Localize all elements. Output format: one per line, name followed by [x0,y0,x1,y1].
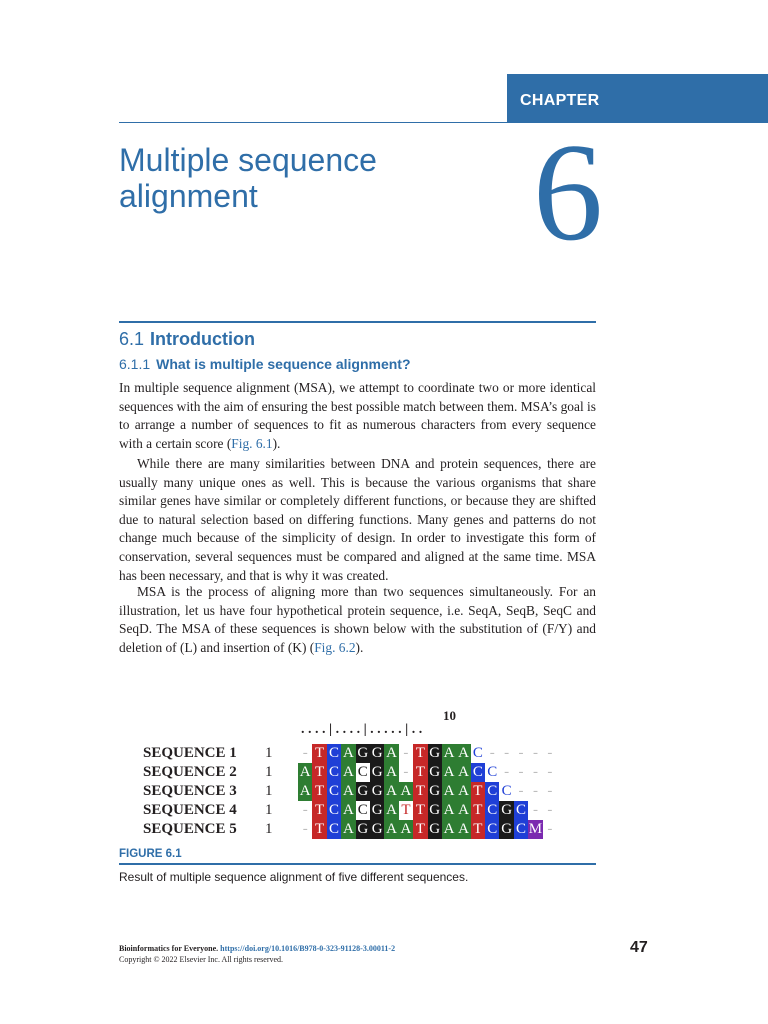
residue-cell: A [386,802,397,818]
residue-cell: C [356,763,370,782]
residue-cell: C [485,782,499,801]
residue-cell: T [471,801,485,820]
chapter-title: Multiple sequence alignment [119,142,377,214]
chapter-number: 6 [533,115,603,270]
section-rule [119,321,596,323]
sequence-name: SEQUENCE 4 [143,802,237,818]
residue-cell: - [504,764,510,780]
sequence-start-position: 1 [265,821,273,837]
residue-cells [298,763,557,782]
residue-cell: - [547,764,553,780]
section-heading [119,329,255,350]
residue-cell: T [413,763,427,782]
header-rule [119,122,768,123]
sequence-name: SEQUENCE 2 [143,764,237,780]
paragraph-2 [119,455,596,585]
sequence-start-position: 1 [265,764,273,780]
residue-cell: G [371,745,383,761]
residue-cell: C [471,744,485,763]
residue-cell: C [356,801,370,820]
residue-cell: A [299,783,311,799]
residue-cell: - [547,821,553,837]
residue-cell: - [532,764,538,780]
residue-cell: C [514,820,528,839]
residue-cell: C [471,763,485,782]
residue-cell: - [518,783,524,799]
ruler-marks: . . . . | . . . . | . . . . . | . . [301,722,423,737]
residue-cell: T [413,744,427,763]
residue-cell: A [443,783,455,799]
residue-cell: A [458,802,469,818]
residue-cells [298,782,557,801]
residue-cell: G [429,783,441,799]
residue-cell: A [400,821,412,837]
paragraph-1-text: In multiple sequence alignment (MSA), we attempt to coordinate two or more identical sequences with the aim of ensuring the best possible match between them. MSA’s goal is to arrange a number of sequences to fit as numerous characters from every sequence with a certain score ( [119,380,596,451]
residue-cell: - [403,745,409,761]
section-number: 6.1 [119,329,145,349]
residue-cell: A [299,764,311,780]
subsection-heading [119,356,411,372]
residue-cell: C [485,801,499,820]
residue-cell: - [518,745,524,761]
sequence-name: SEQUENCE 5 [143,821,237,837]
residue-cell: C [499,782,513,801]
residue-cell: A [458,745,469,761]
paragraph-3-text: MSA is the process of aligning more than two sequences simultaneously. For an illustration, let us have four hypothetical protein sequence, i.e. SeqA, SeqB, SeqC and SeqD. The MSA of these sequences is shown below with the substitution of (F/Y) and deletion of (L) and insertion of (K) ( [119,584,596,655]
residue-cell: A [458,764,469,780]
subsection-number: 6.1.1 [119,356,151,372]
residue-cell: G [429,802,441,818]
sequence-start-position: 1 [265,745,273,761]
residue-cell: C [327,820,341,839]
residue-cell: - [504,745,510,761]
residue-cell: G [371,783,383,799]
sequence-name: SEQUENCE 3 [143,783,237,799]
footer-citation [119,943,395,965]
sequence-row [143,782,583,801]
sequence-start-position: 1 [265,802,273,818]
chapter-label: CHAPTER [520,92,600,109]
residue-cell: C [514,801,528,820]
book-title: Bioinformatics for Everyone. [119,944,219,953]
residue-cell: A [443,764,455,780]
residue-cell: T [312,801,326,820]
residue-cell: - [532,783,538,799]
residue-cell: T [413,820,427,839]
residue-cell: T [413,801,427,820]
ruler-position-number: 10 [443,708,456,723]
residue-cell: A [386,783,397,799]
residue-cell: T [399,801,413,820]
residue-cell: - [302,802,308,818]
residue-cell: C [327,744,341,763]
residue-cell: A [342,802,354,818]
residue-cell: A [443,745,455,761]
paragraph-3-end: ). [355,639,364,655]
residue-cell: G [501,821,513,837]
paragraph-1-end: ). [272,435,281,451]
residue-cell: G [429,745,441,761]
residue-cell: G [429,821,441,837]
residue-cell: A [342,821,354,837]
residue-cell: A [342,783,354,799]
residue-cell: A [342,764,354,780]
residue-cell: - [302,745,308,761]
residue-cell: - [547,802,553,818]
residue-cell: T [471,782,485,801]
residue-cell: A [443,821,455,837]
residue-cell: A [443,802,455,818]
residue-cell: C [327,782,341,801]
residue-cell: C [327,763,341,782]
residue-cell: G [371,764,383,780]
residue-cell: - [489,745,495,761]
residue-cell: - [302,821,308,837]
figure-label: FIGURE 6.1 [119,848,182,860]
residue-cell: T [471,820,485,839]
residue-cell: C [485,763,499,782]
doi-link[interactable]: https://doi.org/10.1016/B978-0-323-91128-3.00011-2 [220,944,396,953]
sequence-row [143,801,583,820]
residue-cells [298,744,557,763]
figure-6-1-link[interactable]: Fig. 6.1 [231,435,273,451]
residue-cell: G [357,821,369,837]
copyright: Copyright © 2022 Elsevier Inc. All rights reserved. [119,955,284,964]
residue-cell: C [485,820,499,839]
residue-cell: A [458,821,469,837]
residue-cell: - [532,802,538,818]
residue-cell: T [413,782,427,801]
residue-cell: A [386,764,397,780]
alignment-figure [143,708,583,844]
residue-cell: A [342,745,354,761]
paragraph-2-text: While there are many similarities between DNA and protein sequences, there are usually many unique ones as well. This is because the various organisms that share similar genes have similar or completely different functions, or because they are shifted due to natural selection based on differing functions. Many genes and patterns do not change much because of the simplicity of design. In order to investigate this form of conservation, several sequences must be compared and aligned at the same time. MSA has been necessary, and that is why it was created. [119,456,596,583]
sequence-name: SEQUENCE 1 [143,745,237,761]
residue-cell: A [458,783,469,799]
sequence-row [143,820,583,839]
residue-cell: G [371,821,383,837]
residue-cell: - [532,745,538,761]
residue-cells [298,801,557,820]
residue-cell: - [518,764,524,780]
residue-cell: G [429,764,441,780]
figure-6-2-link[interactable]: Fig. 6.2 [314,639,356,655]
residue-cell: T [312,820,326,839]
sequence-row [143,763,583,782]
residue-cell: M [528,821,543,837]
sequence-row [143,744,583,763]
residue-cell: A [386,745,397,761]
residue-cell: - [403,764,409,780]
residue-cell: G [357,783,369,799]
residue-cell: G [357,745,369,761]
residue-cell: G [371,802,383,818]
figure-caption: Result of multiple sequence alignment of five different sequences. [119,870,469,884]
figure-rule [119,863,596,865]
residue-cell: T [312,782,326,801]
residue-cell: - [547,745,553,761]
residue-cell: T [312,763,326,782]
residue-cell: A [400,783,412,799]
section-title: Introduction [150,329,256,349]
paragraph-1 [119,379,596,453]
residue-cells [298,820,557,839]
residue-cell: C [327,801,341,820]
residue-cell: G [501,802,513,818]
sequence-start-position: 1 [265,783,273,799]
residue-cell: A [386,821,397,837]
page-number: 47 [630,939,648,956]
subsection-title: What is multiple sequence alignment? [156,356,411,372]
residue-cell: - [547,783,553,799]
residue-cell: T [312,744,326,763]
paragraph-3 [119,583,596,657]
